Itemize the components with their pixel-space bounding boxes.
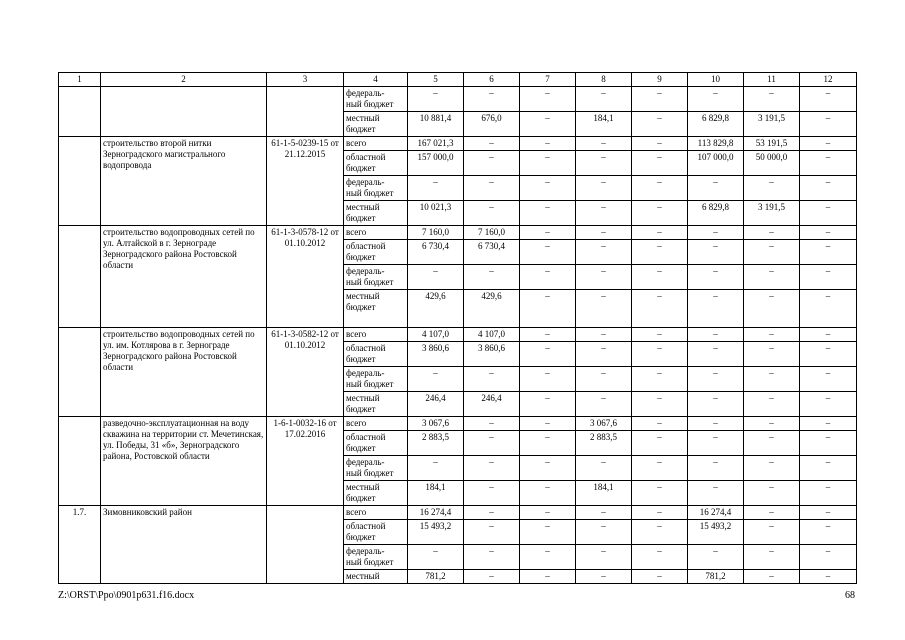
- amount-cell: –: [408, 456, 464, 481]
- header-cell: 5: [408, 73, 464, 87]
- table-row: [59, 417, 857, 431]
- amount-cell: 429,6: [464, 290, 520, 328]
- amount-cell: –: [576, 456, 632, 481]
- amount-cell: –: [520, 417, 576, 431]
- amount-cell: –: [800, 176, 857, 201]
- amount-cell: –: [464, 570, 520, 584]
- amount-cell: –: [744, 176, 800, 201]
- amount-cell: –: [464, 201, 520, 226]
- amount-cell: –: [520, 240, 576, 265]
- amount-cell: –: [464, 545, 520, 570]
- funding-source: федераль- ный бюджет: [344, 456, 408, 481]
- footer-file-path: Z:\ORST\Ppo\0901p631.f16.docx: [58, 590, 195, 601]
- funding-source: всего: [344, 506, 408, 520]
- header-cell: 9: [632, 73, 688, 87]
- amount-cell: 3 067,6: [408, 417, 464, 431]
- amount-cell: –: [464, 456, 520, 481]
- amount-cell: –: [688, 176, 744, 201]
- amount-cell: –: [632, 545, 688, 570]
- amount-cell: 6 829,8: [688, 201, 744, 226]
- amount-cell: –: [688, 87, 744, 112]
- header-cell: 11: [744, 73, 800, 87]
- amount-cell: –: [520, 87, 576, 112]
- item-number: [59, 87, 101, 137]
- amount-cell: –: [688, 545, 744, 570]
- amount-cell: –: [520, 431, 576, 456]
- amount-cell: 184,1: [576, 112, 632, 137]
- item-number: [59, 417, 101, 506]
- amount-cell: –: [632, 226, 688, 240]
- amount-cell: –: [520, 506, 576, 520]
- item-number: 1.7.: [59, 506, 101, 584]
- amount-cell: –: [408, 367, 464, 392]
- table-row: [59, 137, 857, 151]
- amount-cell: –: [408, 176, 464, 201]
- funding-source: федераль- ный бюджет: [344, 265, 408, 290]
- amount-cell: –: [576, 520, 632, 545]
- amount-cell: –: [800, 240, 857, 265]
- amount-cell: –: [688, 342, 744, 367]
- table-row: [59, 226, 857, 240]
- header-cell: 1: [59, 73, 101, 87]
- amount-cell: –: [464, 87, 520, 112]
- amount-cell: –: [744, 367, 800, 392]
- header-cell: 4: [344, 73, 408, 87]
- amount-cell: 781,2: [408, 570, 464, 584]
- funding-source: областной бюджет: [344, 342, 408, 367]
- funding-source: местный бюджет: [344, 201, 408, 226]
- amount-cell: –: [576, 240, 632, 265]
- funding-source: федераль- ный бюджет: [344, 367, 408, 392]
- amount-cell: –: [632, 431, 688, 456]
- amount-cell: –: [744, 417, 800, 431]
- amount-cell: –: [744, 328, 800, 342]
- amount-cell: –: [520, 520, 576, 545]
- amount-cell: –: [744, 506, 800, 520]
- amount-cell: –: [744, 456, 800, 481]
- amount-cell: –: [520, 328, 576, 342]
- amount-cell: 113 829,8: [688, 137, 744, 151]
- amount-cell: 246,4: [464, 392, 520, 417]
- amount-cell: –: [632, 367, 688, 392]
- funding-source: областной бюджет: [344, 151, 408, 176]
- amount-cell: –: [800, 456, 857, 481]
- header-cell: 7: [520, 73, 576, 87]
- amount-cell: 3 191,5: [744, 112, 800, 137]
- amount-cell: –: [576, 570, 632, 584]
- item-number: [59, 328, 101, 417]
- funding-source: федераль- ный бюджет: [344, 87, 408, 112]
- header-cell: 3: [267, 73, 344, 87]
- amount-cell: –: [688, 431, 744, 456]
- amount-cell: –: [688, 265, 744, 290]
- header-cell: 10: [688, 73, 744, 87]
- funding-source: федераль- ный бюджет: [344, 176, 408, 201]
- amount-cell: –: [744, 520, 800, 545]
- item-number: [59, 137, 101, 226]
- amount-cell: –: [464, 520, 520, 545]
- registration-number: 61-1-3-0582-12 от 01.10.2012: [267, 328, 344, 417]
- amount-cell: –: [520, 226, 576, 240]
- amount-cell: –: [800, 201, 857, 226]
- amount-cell: –: [688, 456, 744, 481]
- object-name: строительство водопроводных сетей по ул. им. Котлярова в г. Зернограде Зерноградского района Ростовской области: [101, 328, 267, 417]
- amount-cell: 15 493,2: [688, 520, 744, 545]
- amount-cell: –: [576, 342, 632, 367]
- amount-cell: –: [520, 265, 576, 290]
- amount-cell: –: [576, 226, 632, 240]
- amount-cell: –: [744, 87, 800, 112]
- funding-source: всего: [344, 226, 408, 240]
- amount-cell: –: [464, 481, 520, 506]
- amount-cell: –: [576, 137, 632, 151]
- amount-cell: –: [744, 342, 800, 367]
- amount-cell: –: [744, 392, 800, 417]
- registration-number: 61-1-5-0239-15 от 21.12.2015: [267, 137, 344, 226]
- funding-source: областной бюджет: [344, 431, 408, 456]
- amount-cell: –: [520, 570, 576, 584]
- header-row: [59, 73, 857, 87]
- amount-cell: –: [744, 570, 800, 584]
- amount-cell: –: [520, 151, 576, 176]
- amount-cell: –: [464, 431, 520, 456]
- amount-cell: –: [632, 112, 688, 137]
- funding-source: местный бюджет: [344, 290, 408, 328]
- funding-source: областной бюджет: [344, 520, 408, 545]
- funding-source: федераль- ный бюджет: [344, 545, 408, 570]
- amount-cell: –: [576, 151, 632, 176]
- amount-cell: –: [632, 240, 688, 265]
- amount-cell: –: [800, 151, 857, 176]
- amount-cell: –: [464, 151, 520, 176]
- amount-cell: –: [800, 506, 857, 520]
- amount-cell: –: [464, 265, 520, 290]
- amount-cell: 3 860,6: [464, 342, 520, 367]
- object-name: разведочно-эксплуатационная на воду скважина на территории ст. Мечетинская, ул. Победы, 31 «б», Зерноградского района, Ростовской области: [101, 417, 267, 506]
- amount-cell: –: [800, 570, 857, 584]
- amount-cell: –: [576, 87, 632, 112]
- footer-page-number: 68: [845, 590, 855, 601]
- amount-cell: 429,6: [408, 290, 464, 328]
- budget-table: [58, 72, 857, 584]
- amount-cell: –: [632, 137, 688, 151]
- funding-source: всего: [344, 137, 408, 151]
- header-cell: 2: [101, 73, 267, 87]
- amount-cell: –: [520, 176, 576, 201]
- amount-cell: 184,1: [576, 481, 632, 506]
- amount-cell: –: [632, 417, 688, 431]
- amount-cell: –: [520, 545, 576, 570]
- amount-cell: 157 000,0: [408, 151, 464, 176]
- amount-cell: 167 021,3: [408, 137, 464, 151]
- amount-cell: –: [688, 481, 744, 506]
- amount-cell: 184,1: [408, 481, 464, 506]
- amount-cell: –: [688, 367, 744, 392]
- amount-cell: –: [576, 367, 632, 392]
- amount-cell: –: [800, 417, 857, 431]
- amount-cell: –: [800, 87, 857, 112]
- amount-cell: 676,0: [464, 112, 520, 137]
- amount-cell: 50 000,0: [744, 151, 800, 176]
- amount-cell: –: [632, 520, 688, 545]
- amount-cell: –: [688, 290, 744, 328]
- amount-cell: –: [744, 290, 800, 328]
- funding-source: местный бюджет: [344, 392, 408, 417]
- amount-cell: 7 160,0: [408, 226, 464, 240]
- header-cell: 6: [464, 73, 520, 87]
- amount-cell: –: [520, 201, 576, 226]
- amount-cell: –: [576, 290, 632, 328]
- amount-cell: –: [632, 87, 688, 112]
- amount-cell: –: [688, 226, 744, 240]
- amount-cell: –: [464, 506, 520, 520]
- amount-cell: –: [632, 481, 688, 506]
- amount-cell: –: [632, 456, 688, 481]
- amount-cell: –: [464, 137, 520, 151]
- amount-cell: –: [688, 240, 744, 265]
- funding-source: всего: [344, 417, 408, 431]
- amount-cell: –: [632, 265, 688, 290]
- amount-cell: –: [800, 481, 857, 506]
- amount-cell: –: [408, 87, 464, 112]
- amount-cell: –: [632, 176, 688, 201]
- amount-cell: 6 829,8: [688, 112, 744, 137]
- amount-cell: 3 067,6: [576, 417, 632, 431]
- amount-cell: –: [576, 392, 632, 417]
- amount-cell: –: [800, 545, 857, 570]
- amount-cell: 4 107,0: [408, 328, 464, 342]
- table-row: [59, 87, 857, 112]
- amount-cell: –: [632, 151, 688, 176]
- amount-cell: –: [800, 265, 857, 290]
- amount-cell: 4 107,0: [464, 328, 520, 342]
- object-name: строительство водопроводных сетей по ул. Алтайской в г. Зернограде Зерноградского района Ростовской области: [101, 226, 267, 328]
- amount-cell: 7 160,0: [464, 226, 520, 240]
- amount-cell: –: [800, 367, 857, 392]
- amount-cell: –: [576, 328, 632, 342]
- amount-cell: –: [800, 342, 857, 367]
- amount-cell: 246,4: [408, 392, 464, 417]
- amount-cell: 3 191,5: [744, 201, 800, 226]
- amount-cell: –: [800, 328, 857, 342]
- table-row: [59, 328, 857, 342]
- amount-cell: –: [520, 367, 576, 392]
- amount-cell: –: [576, 545, 632, 570]
- funding-source: областной бюджет: [344, 240, 408, 265]
- amount-cell: –: [744, 226, 800, 240]
- amount-cell: –: [688, 328, 744, 342]
- amount-cell: –: [688, 392, 744, 417]
- amount-cell: –: [632, 342, 688, 367]
- amount-cell: –: [800, 431, 857, 456]
- amount-cell: 6 730,4: [408, 240, 464, 265]
- amount-cell: –: [520, 481, 576, 506]
- amount-cell: –: [520, 342, 576, 367]
- amount-cell: –: [576, 176, 632, 201]
- funding-source: местный бюджет: [344, 481, 408, 506]
- amount-cell: –: [800, 226, 857, 240]
- amount-cell: –: [632, 201, 688, 226]
- registration-number: 1-6-1-0032-16 от 17.02.2016: [267, 417, 344, 506]
- amount-cell: –: [520, 290, 576, 328]
- amount-cell: –: [632, 290, 688, 328]
- amount-cell: 107 000,0: [688, 151, 744, 176]
- object-name: Зимовниковский район: [101, 506, 267, 584]
- amount-cell: –: [632, 506, 688, 520]
- amount-cell: 16 274,4: [408, 506, 464, 520]
- amount-cell: –: [800, 290, 857, 328]
- amount-cell: –: [408, 545, 464, 570]
- table-row: [59, 506, 857, 520]
- funding-source: всего: [344, 328, 408, 342]
- object-name: [101, 87, 267, 137]
- amount-cell: 15 493,2: [408, 520, 464, 545]
- amount-cell: –: [576, 201, 632, 226]
- amount-cell: –: [800, 392, 857, 417]
- amount-cell: –: [408, 265, 464, 290]
- amount-cell: 3 860,6: [408, 342, 464, 367]
- amount-cell: 53 191,5: [744, 137, 800, 151]
- amount-cell: –: [576, 506, 632, 520]
- amount-cell: –: [744, 545, 800, 570]
- amount-cell: –: [744, 481, 800, 506]
- amount-cell: 10 021,3: [408, 201, 464, 226]
- registration-number: [267, 87, 344, 137]
- item-number: [59, 226, 101, 328]
- amount-cell: –: [520, 456, 576, 481]
- object-name: строительство второй нитки Зерноградского магистрального водопровода: [101, 137, 267, 226]
- amount-cell: –: [464, 417, 520, 431]
- amount-cell: 781,2: [688, 570, 744, 584]
- amount-cell: 6 730,4: [464, 240, 520, 265]
- amount-cell: –: [800, 520, 857, 545]
- amount-cell: –: [744, 240, 800, 265]
- header-cell: 8: [576, 73, 632, 87]
- amount-cell: 16 274,4: [688, 506, 744, 520]
- funding-source: местный: [344, 570, 408, 584]
- amount-cell: –: [464, 176, 520, 201]
- header-cell: 12: [800, 73, 857, 87]
- amount-cell: –: [800, 137, 857, 151]
- amount-cell: –: [520, 392, 576, 417]
- amount-cell: –: [632, 328, 688, 342]
- amount-cell: –: [744, 431, 800, 456]
- amount-cell: 2 883,5: [576, 431, 632, 456]
- amount-cell: –: [520, 112, 576, 137]
- registration-number: [267, 506, 344, 584]
- amount-cell: –: [744, 265, 800, 290]
- funding-source: местный бюджет: [344, 112, 408, 137]
- amount-cell: –: [464, 367, 520, 392]
- amount-cell: –: [632, 570, 688, 584]
- amount-cell: 2 883,5: [408, 431, 464, 456]
- amount-cell: –: [688, 417, 744, 431]
- registration-number: 61-1-3-0578-12 от 01.10.2012: [267, 226, 344, 328]
- amount-cell: –: [800, 112, 857, 137]
- amount-cell: –: [576, 265, 632, 290]
- amount-cell: –: [632, 392, 688, 417]
- amount-cell: –: [520, 137, 576, 151]
- amount-cell: 10 881,4: [408, 112, 464, 137]
